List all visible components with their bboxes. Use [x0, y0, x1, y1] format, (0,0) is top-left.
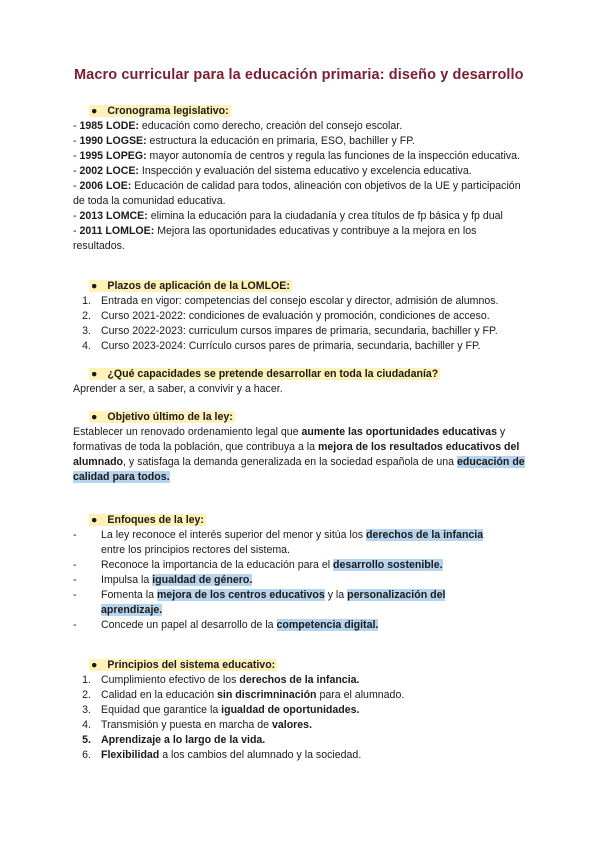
section-objetivo: [73, 410, 529, 485]
section-heading: ● Cronograma legislativo:: [91, 105, 229, 117]
section-plazos: [73, 279, 529, 354]
page-title: Macro curricular para la educación primaria: diseño y desarrollo: [74, 67, 524, 83]
section-principios: [73, 658, 529, 763]
list-item: - Reconoce la importancia de la educación para el desarrollo sostenible.: [73, 559, 443, 571]
list-item: 4. Transmisión y puesta en marcha de valores.: [82, 719, 313, 731]
bullet-icon: ●: [91, 280, 98, 292]
law-item: - 1995 LOPEG: mayor autonomía de centros y regula las funciones de la inspección educativa.: [73, 150, 520, 162]
law-item: - 1985 LODE: educación como derecho, creación del consejo escolar.: [73, 120, 403, 132]
list-item: 1. Cumplimiento efectivo de los derechos de la infancia.: [82, 674, 360, 686]
law-item: - 2011 LOMLOE: Mejora las oportunidades educativas y contribuye a la mejora en los resultados.: [73, 225, 477, 252]
list-item: 1. Entrada en vigor: competencias del consejo escolar y director, admisión de alumnos.: [82, 295, 499, 307]
principios-list: [73, 673, 529, 763]
bullet-icon: ●: [91, 659, 98, 671]
list-item: - Fomenta la mejora de los centros educativos y la personalización del aprendizaje.: [73, 589, 446, 616]
section-cronograma: [73, 104, 529, 254]
list-item: 6. Flexibilidad a los cambios del alumnado y la sociedad.: [82, 749, 362, 761]
list-item: 3. Equidad que garantice la igualdad de oportunidades.: [82, 704, 360, 716]
bullet-icon: ●: [91, 514, 98, 526]
list-item: - La ley reconoce el interés superior del menor y sitúa los derechos de la infancia entre los principios rectores del sistema.: [73, 529, 484, 556]
list-item: 4. Curso 2023-2024: Currículo cursos pares de primaria, secundaria, bachiller y FP.: [82, 340, 481, 352]
list-item: 3. Curso 2022-2023: curriculum cursos impares de primaria, secundaria, bachiller y FP.: [82, 325, 498, 337]
bullet-icon: ●: [91, 368, 98, 380]
list-item: 2. Curso 2021-2022: condiciones de evaluación y promoción, condiciones de acceso.: [82, 310, 490, 322]
section-heading: ● Enfoques de la ley:: [91, 514, 204, 526]
list-item: - Impulsa la igualdad de género.: [73, 574, 253, 586]
section-capacidades: [73, 367, 529, 397]
law-item: - 2002 LOCE: Inspección y evaluación del sistema educativo y excelencia educativa.: [73, 165, 472, 177]
section-heading: ● Plazos de aplicación de la LOMLOE:: [91, 280, 290, 292]
law-item: - 2006 LOE: Educación de calidad para todos, alineación con objetivos de la UE y participación de toda la comunidad educativa.: [73, 180, 521, 207]
section-heading: ● Principios del sistema educativo:: [91, 659, 276, 671]
capacidades-text: Aprender a ser, a saber, a convivir y a hacer.: [73, 383, 283, 395]
section-heading: ● ¿Qué capacidades se pretende desarrollar en toda la ciudadanía?: [91, 368, 439, 380]
list-item: 5. Aprendizaje a lo largo de la vida.: [82, 734, 266, 746]
objetivo-text: Establecer un renovado ordenamiento legal que aumente las oportunidades educativas y formativas de toda la población, que contribuya a la mejora de los resultados educativos del alumnado, y satisfaga la demanda generalizada en la sociedad española de una educación de calidad para todos.: [73, 426, 525, 483]
bullet-icon: ●: [91, 105, 98, 117]
law-list: [73, 119, 529, 254]
list-item: - Concede un papel al desarrollo de la competencia digital.: [73, 619, 379, 631]
section-enfoques: [73, 513, 529, 633]
list-item: 2. Calidad en la educación sin discrimninación para el alumnado.: [82, 689, 405, 701]
law-item: - 1990 LOGSE: estructura la educación en primaria, ESO, bachiller y FP.: [73, 135, 415, 147]
law-item: - 2013 LOMCE: elimina la educación para la ciudadanía y crea títulos de fp básica y fp dual: [73, 210, 503, 222]
plazos-list: [73, 294, 529, 354]
bullet-icon: ●: [91, 411, 98, 423]
enfoques-list: [73, 528, 529, 633]
section-heading: ● Objetivo último de la ley:: [91, 411, 233, 423]
